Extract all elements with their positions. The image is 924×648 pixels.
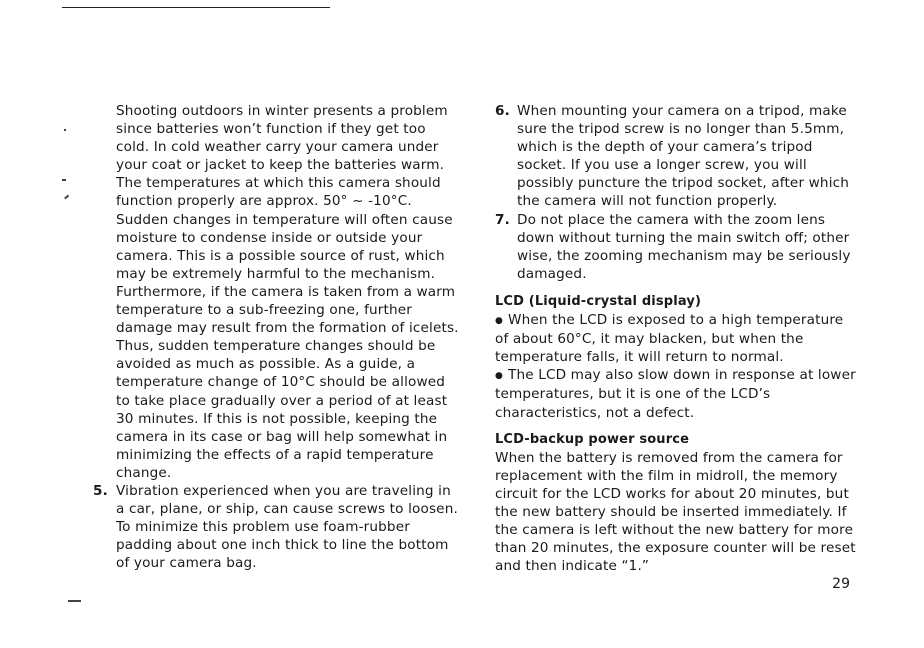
list-item-5 <box>93 482 462 572</box>
backup-paragraph: When the battery is removed from the camera for replacement with the film in midroll, the memory circuit for the LCD works for about 20 minutes, but the new battery should be inserted immediately. If the camera is left without the new battery for more than 20 minutes, the exposure counter will be reset and then indicate “1.” <box>495 449 856 575</box>
lcd-heading: LCD (Liquid-crystal display) <box>495 293 702 309</box>
item-number: 6. <box>495 103 510 119</box>
scan-mark <box>64 195 69 199</box>
winter-paragraph: Shooting outdoors in winter presents a problem since batteries won’t function if they get too cold. In cold weather carry your camera under your coat or jacket to keep the batteries warm. The temperatures at which this camera should function properly are approx. 50° ~ -10°C. Sudden changes in temperature will often cause moisture to condense inside or outside your camera. This is a possible source of rust, which may be extremely harmful to the mechanism. Furthermore, if the camera is taken from a warm temperature to a sub-freezing one, further damage may result from the formation of icelets. Thus, sudden temperature changes should be avoided as much as possible. As a guide, a temperature change of 10°C should be allowed to take place gradually over a period of at least 30 minutes. If this is not possible, keeping the camera in its case or bag will help somewhat in minimizing the effects of a rapid temperature change. <box>116 103 459 481</box>
list-item-7 <box>495 211 857 283</box>
scan-mark <box>64 129 66 131</box>
page-number: 29 <box>832 576 850 592</box>
scan-mark <box>68 600 81 602</box>
item-number: 5. <box>93 482 108 499</box>
vibration-paragraph: Vibration experienced when you are traveling in a car, plane, or ship, can cause screws to loosen. To minimize this problem use foam-rubber padding about one inch thick to line the bottom of your camera bag. <box>116 482 458 572</box>
item-number: 7. <box>495 211 510 228</box>
tripod-paragraph: When mounting your camera on a tripod, make sure the tripod screw is no longer than 5.5mm, which is the depth of your camera’s tripod socket. If you use a longer screw, you will possibly puncture the tripod socket, after which the camera will not function properly. <box>517 103 850 210</box>
left-column <box>93 102 462 572</box>
zoom-lens-paragraph: Do not place the camera with the zoom lens down without turning the main switch off; other wise, the zooming mechanism may be seriously damaged. <box>517 211 851 282</box>
lcd-bullet-high-temp: ● When the LCD is exposed to a high temperature of about 60°C, it may blacken, but when the temperature falls, it will return to normal. <box>495 311 857 366</box>
scan-mark <box>62 179 66 181</box>
right-column <box>495 102 857 575</box>
backup-heading: LCD-backup power source <box>495 431 690 447</box>
lcd-bullet-low-temp: ● The LCD may also slow down in response at lower temperatures, but it is one of the LCD’s characteristics, not a defect. <box>495 366 857 421</box>
list-item-6 <box>495 102 857 211</box>
top-rule <box>62 7 330 8</box>
